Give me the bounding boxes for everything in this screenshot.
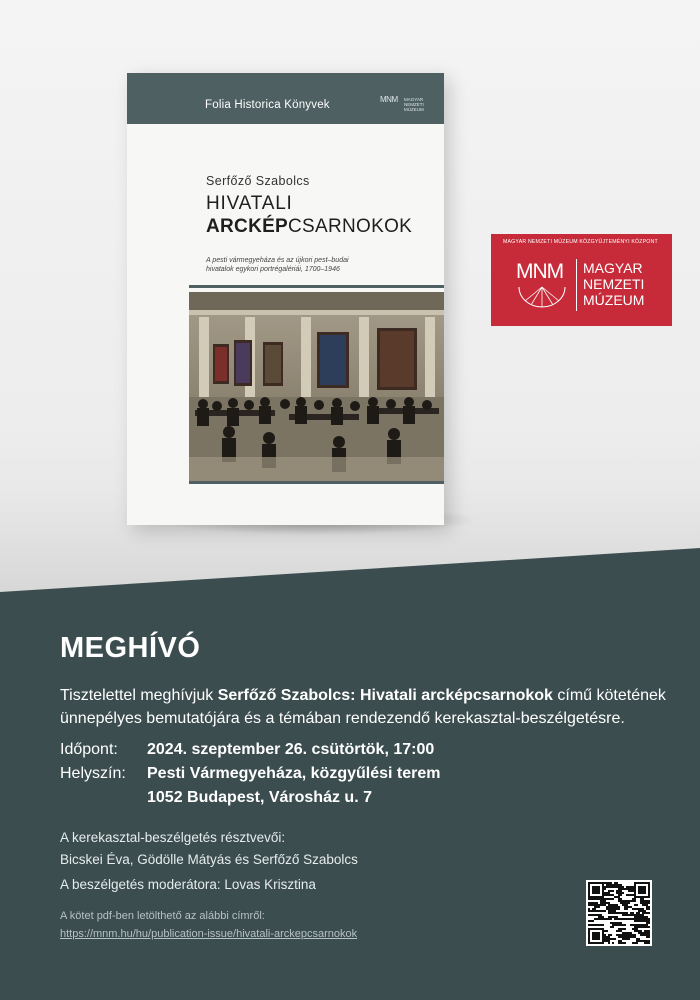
museum-logo-letters: MNM [516, 260, 564, 283]
participants-label: A kerekasztal-beszélgetés résztvevői: [60, 830, 286, 845]
museum-logo-name-line2: NEMZETI [583, 276, 645, 292]
book-title-bold: ARCKÉP [206, 216, 289, 237]
address-value: 1052 Budapest, Városház u. 7 [147, 789, 372, 806]
book-publisher-letters: MNM [380, 95, 398, 104]
time-value: 2024. szeptember 26. csütörtök, 17:00 [147, 741, 435, 758]
place-row [60, 765, 440, 783]
participants-list: Bicskei Éva, Gödölle Mátyás és Serfőző Szabolcs [60, 852, 358, 867]
museum-logo-top-text: MAGYAR NEMZETI MÚZEUM KÖZGYŰJTEMÉNYI KÖZPONT [503, 239, 658, 245]
book-title-line1: HIVATALI [206, 193, 293, 214]
intro-pre: Tisztelettel meghívjuk [60, 687, 218, 704]
invitation-heading: MEGHÍVÓ [60, 632, 201, 664]
invitation-intro [60, 684, 670, 730]
time-label: Időpont: [60, 741, 118, 758]
download-note: A kötet pdf-ben letölthető az alábbi címről: [60, 910, 265, 922]
intro-book-title: Serfőző Szabolcs: Hivatali arcképcsarnokok [217, 687, 553, 704]
time-row [60, 741, 434, 759]
book-subtitle-line1: A pesti vármegyeháza és az újkori pest–budai [206, 257, 349, 264]
moderator: A beszélgetés moderátora: Lovas Krisztina [60, 877, 316, 892]
museum-logo-name-line1: MAGYAR [583, 260, 643, 276]
book-subtitle-line2: hivatalok egykori portrégalériái, 1700–1946 [206, 266, 340, 273]
book-author: Serfőző Szabolcs [206, 174, 310, 188]
place-value: Pesti Vármegyeháza, közgyűlési terem [147, 765, 441, 782]
book-title-rest: CSARNOKOK [288, 216, 413, 237]
qr-code-icon [586, 880, 652, 946]
address-row [60, 789, 372, 807]
book-publisher-name: MAGYAR NEMZETI MÚZEUM [404, 97, 424, 112]
download-link[interactable]: https://mnm.hu/hu/publication-issue/hivatali-arckepcsarnokok [60, 928, 358, 940]
book-series-title: Folia Historica Könyvek [205, 99, 330, 111]
museum-logo-name-line3: MÚZEUM [583, 292, 645, 308]
intro-post: című kötetének ünnepélyes bemutatójára és a témában rendezendő kerekasztal-beszélgetésre. [60, 687, 666, 727]
place-label: Helyszín: [60, 765, 126, 782]
qr-code[interactable] [586, 880, 652, 946]
